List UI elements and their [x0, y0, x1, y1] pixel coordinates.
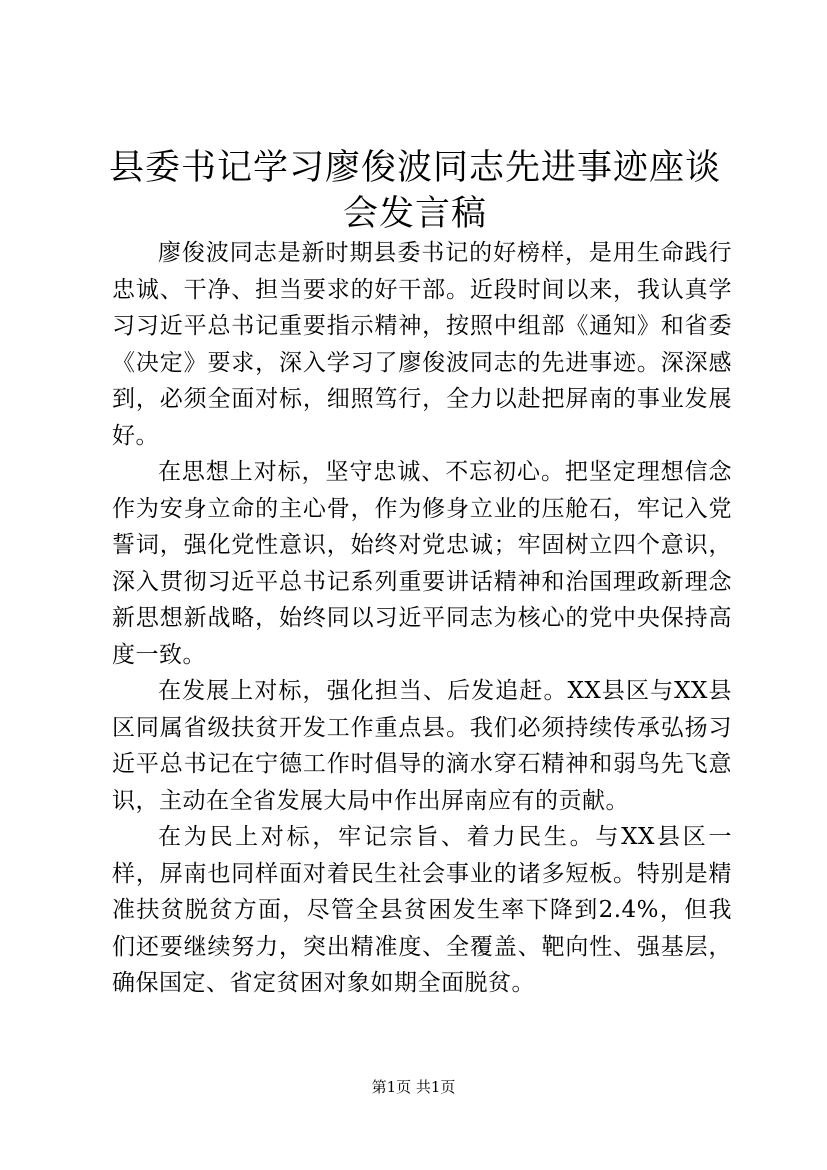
paragraph-intro: 廖俊波同志是新时期县委书记的好榜样，是用生命践行忠诚、干净、担当要求的好干部。近段时间以来，我认真学习习近平总书记重要指示精神，按照中组部《通知》和省委《决定》要求，深入学习了廖俊波同志的先进事迹。深深感到，必须全面对标，细照笃行，全力以赴把屏南的事业发展好。 — [112, 240, 732, 449]
page-number-footer: 第1页 共1页 — [371, 1078, 456, 1096]
paragraph-people: 在为民上对标，牢记宗旨、着力民生。与XX县区一样，屏南也同样面对着民生社会事业的诸多短板。特别是精准扶贫脱贫方面，尽管全县贫困发生率下降到2.4%，但我们还要继续努力，突出精准度、全覆盖、靶向性、强基层，确保国定、省定贫困对象如期全面脱贫。 — [112, 824, 732, 996]
document-body — [112, 235, 732, 1002]
paragraph-development: 在发展上对标，强化担当、后发追赶。XX县区与XX县区同属省级扶贫开发工作重点县。我们必须持续传承弘扬习近平总书记在宁德工作时倡导的滴水穿石精神和弱鸟先飞意识，主动在全省发展大局中作出屏南应有的贡献。 — [112, 678, 732, 814]
paragraph-thought: 在思想上对标，坚守忠诚、不忘初心。把坚定理想信念作为安身立命的主心骨，作为修身立业的压舱石，牢记入党誓词，强化党性意识，始终对党忠诚；牢固树立四个意识，深入贯彻习近平总书记系列重要讲话精神和治国理政新理念新思想新战略，始终同以习近平同志为核心的党中央保持高度一致。 — [112, 459, 732, 668]
document-title: 县委书记学习廖俊波同志先进事迹座谈会发言稿 — [108, 148, 721, 234]
